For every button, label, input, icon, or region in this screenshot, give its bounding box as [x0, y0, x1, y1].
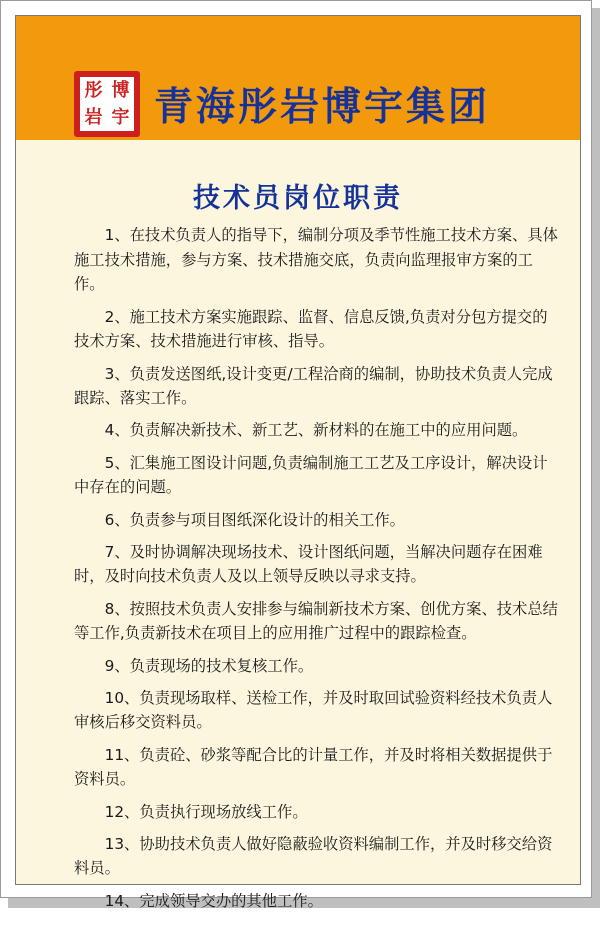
company-name: 青海彤岩博宇集团: [154, 85, 491, 130]
duty-item: 12、负责执行现场放线工作。: [104, 802, 308, 821]
duty-item: 13、协助技术负责人做好隐蔽验收资料编制工作，并及时移交给资料员。: [74, 834, 553, 878]
duty-item: 8、按照技术负责人安排参与编制新技术方案、创优方案、技术总结等工作,负责新技术在项目上的应用推广过程中的跟踪检查。: [74, 599, 558, 643]
seal-char: 彤: [84, 79, 103, 101]
duty-item: 6、负责参与项目图纸深化设计的相关工作。: [104, 510, 405, 529]
sign-panel: [15, 15, 581, 910]
duty-item: 9、负责现场的技术复核工作。: [104, 656, 314, 675]
duty-item: 10、负责现场取样、送检工作，并及时取回试验资料经技术负责人审核后移交资料员。: [74, 688, 553, 732]
header-band: [16, 16, 580, 140]
seal-char: 宇: [111, 106, 130, 128]
seal-char: 岩: [84, 106, 103, 128]
duty-item: 11、负责砼、砂浆等配合比的计量工作，并及时将相关数据提供于资料员。: [74, 745, 553, 789]
document-title: 技术员岗位职责: [193, 183, 403, 214]
duty-item: 4、负责解决新技术、新工艺、新材料的在施工中的应用问题。: [104, 421, 528, 440]
duty-item: 7、及时协调解决现场技术、设计图纸问题，当解决问题存在困难时，及时向技术负责人及以上领导反映以寻求支持。: [74, 542, 543, 586]
duties-list: [74, 223, 559, 921]
duty-item: 3、负责发送图纸,设计变更/工程洽商的编制，协助技术负责人完成跟踪、落实工作。: [74, 364, 553, 408]
duty-item: 1、在技术负责人的指导下，编制分项及季节性施工技术方案、具体施工技术措施，参与方案、技术措施交底，负责向监理报审方案的工作。: [74, 226, 558, 294]
duty-item: 5、汇集施工图设计问题,负责编制施工工艺及工序设计，解决设计中存在的问题。: [74, 453, 548, 497]
seal-char: 博: [111, 79, 130, 101]
duty-item: 2、施工技术方案实施跟踪、监督、信息反馈,负责对分包方提交的技术方案、技术措施进行审核、指导。: [74, 307, 548, 351]
company-seal-logo: [74, 71, 140, 137]
duty-item: 14、完成领导交办的其他工作。: [104, 891, 323, 910]
seal-inner: [78, 75, 136, 133]
